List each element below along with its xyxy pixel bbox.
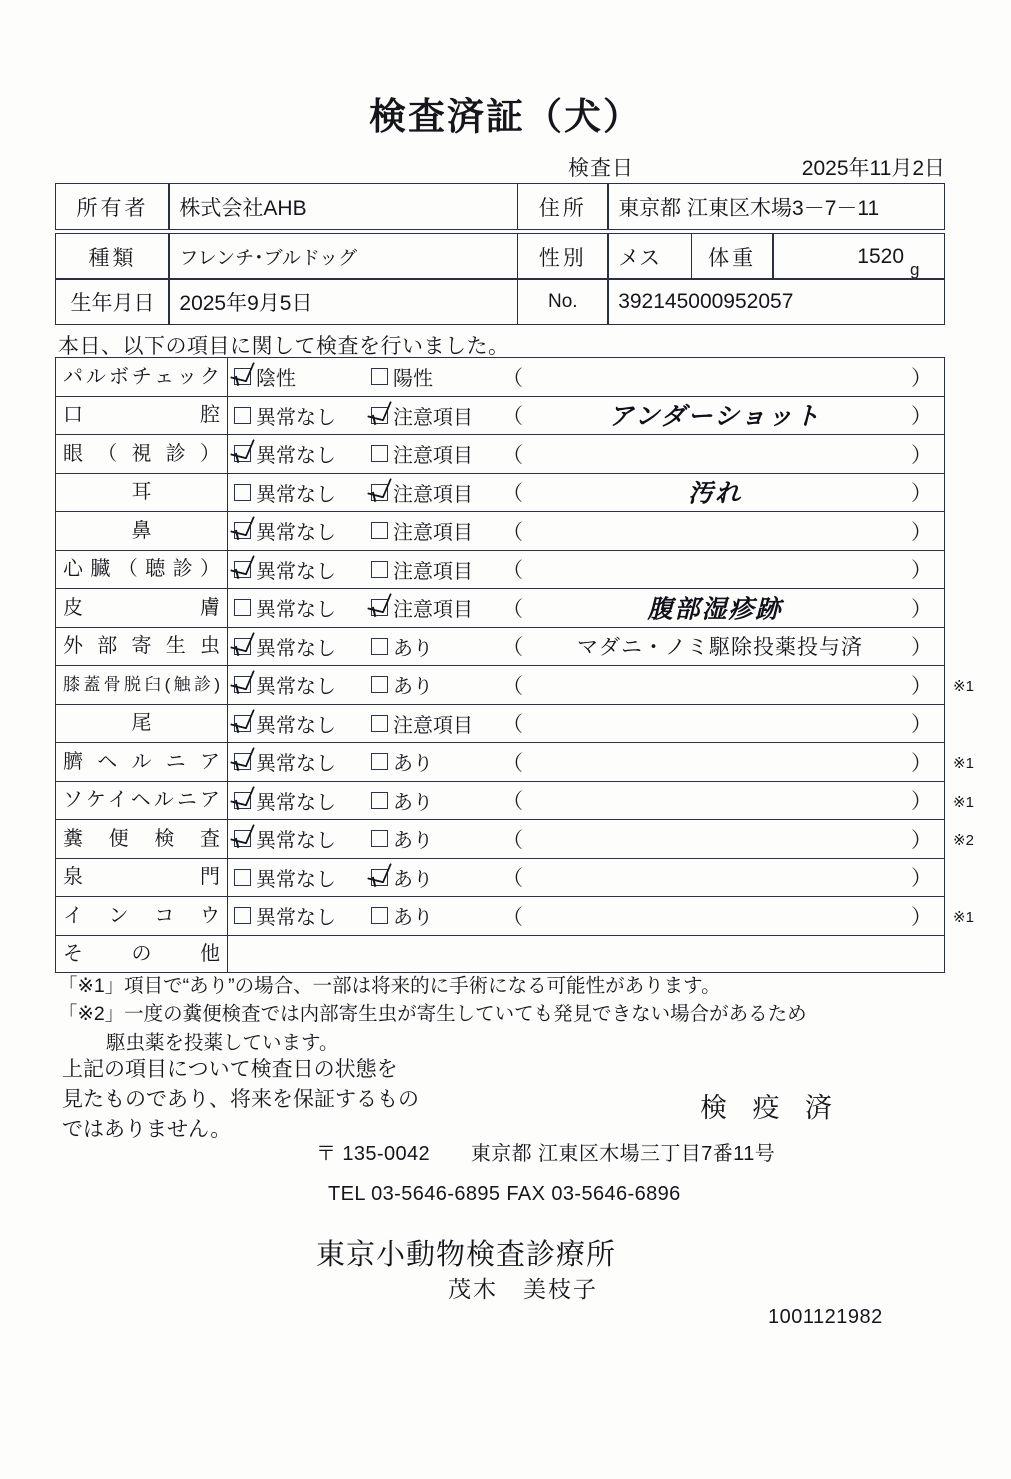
checkbox-option-2[interactable] (371, 358, 433, 396)
footnote-marker: ※1 (953, 678, 974, 695)
checkbox-icon[interactable] (234, 869, 251, 886)
checkbox-option-2-label: あり (393, 868, 433, 891)
checklist-row (55, 588, 945, 627)
checklist-row-label-text: 皮 膚 (63, 596, 220, 619)
checkbox-option-2[interactable] (371, 435, 473, 473)
checklist-row (55, 434, 945, 473)
checkbox-option-2-label: 注意項目 (393, 599, 473, 622)
checkbox-option-2[interactable] (371, 859, 433, 897)
checklist-row-label (56, 666, 228, 704)
checkbox-icon[interactable] (371, 715, 388, 732)
disclaimer-line-3: ではありません。 (62, 1117, 232, 1141)
checkbox-option-2[interactable] (371, 551, 473, 589)
checklist-row-label (56, 435, 228, 473)
checkbox-option-2-label: あり (393, 791, 433, 814)
checked-checkbox-icon[interactable] (371, 869, 388, 886)
disclaimer-line-2: 見たものであり、将来を保証するもの (62, 1087, 419, 1111)
clinic-postal-address: 〒 135-0042 東京都 江東区木場三丁目7番11号 (316, 1143, 776, 1165)
checkbox-option-1[interactable] (234, 628, 336, 666)
clinic-contact: TEL 03-5646-6895 FAX 03-5646-6896 (328, 1183, 681, 1205)
checkbox-option-1[interactable] (234, 589, 336, 627)
checkbox-option-2-label: あり (393, 637, 433, 660)
inspection-date-value: 2025年11月2日 (801, 157, 945, 180)
owner-address-label: 住所 (517, 183, 609, 230)
checklist-row-label (56, 628, 228, 666)
note-paren-left: （ (502, 597, 523, 621)
checkbox-option-1-label: 異常なし (256, 830, 336, 853)
checklist-row-label (56, 551, 228, 589)
checkbox-option-2[interactable] (371, 589, 473, 627)
checklist-row-label-text: 耳 (131, 481, 152, 504)
checked-checkbox-icon[interactable] (234, 753, 251, 770)
checkbox-option-2[interactable] (371, 628, 433, 666)
note-paren-left: （ (502, 751, 523, 775)
checkbox-option-2[interactable] (371, 743, 433, 781)
checkbox-option-1-label: 異常なし (256, 483, 336, 506)
checklist-row (55, 550, 945, 589)
footnote-2: 「※2」一度の糞便検査では内部寄生虫が寄生していても発見できない場合があるため (58, 1003, 807, 1026)
checkbox-option-1[interactable] (234, 666, 336, 704)
clinic-name: 東京小動物検査診療所 (316, 1239, 617, 1271)
checkbox-option-2[interactable] (371, 782, 433, 820)
checked-checkbox-icon[interactable] (234, 792, 251, 809)
checkbox-option-2[interactable] (371, 820, 433, 858)
checkbox-option-1-label: 異常なし (256, 676, 336, 699)
checklist-row-label (56, 820, 228, 858)
checklist-row-label (56, 474, 228, 512)
checkbox-icon[interactable] (234, 907, 251, 924)
inspection-date-bar (540, 152, 945, 180)
checkbox-option-2-label: 注意項目 (393, 522, 473, 545)
checkbox-icon[interactable] (371, 676, 388, 693)
checked-checkbox-icon[interactable] (234, 715, 251, 732)
checkbox-option-1[interactable] (234, 743, 336, 781)
birthdate-label: 生年月日 (55, 278, 170, 325)
note-paren-left: （ (502, 790, 523, 814)
footnotes (58, 972, 938, 1057)
checklist-row-label-text: 尾 (131, 712, 152, 735)
note-paren-right: ） (911, 443, 932, 467)
checklist-row-label-text: ソケイヘルニア (63, 789, 220, 812)
checkbox-option-1[interactable] (234, 820, 336, 858)
microchip-value: 392145000952057 (607, 278, 945, 325)
animal-table (55, 233, 945, 325)
checklist-row (55, 858, 945, 897)
checkbox-option-1-label: 陰性 (256, 368, 296, 391)
checklist-row-label (56, 397, 228, 435)
checked-checkbox-icon[interactable] (371, 599, 388, 616)
note-paren-right: ） (911, 828, 932, 852)
checkbox-option-1[interactable] (234, 551, 336, 589)
note-paren-left: （ (502, 828, 523, 852)
checked-checkbox-icon[interactable] (234, 676, 251, 693)
note-paren-right: ） (911, 405, 932, 429)
checkbox-option-1-label: 異常なし (256, 406, 336, 429)
checkbox-icon[interactable] (371, 638, 388, 655)
checkbox-icon[interactable] (234, 484, 251, 501)
checklist-row-label-text: 外部寄生虫 (63, 635, 220, 658)
owner-address-value: 東京都 江東区木場3－7－11 (607, 183, 945, 230)
owner-table (55, 183, 945, 230)
weight-label: 体重 (691, 233, 774, 280)
checkbox-icon[interactable] (371, 522, 388, 539)
checklist-row (55, 819, 945, 858)
checkbox-option-2[interactable] (371, 666, 433, 704)
note-paren-left: （ (502, 636, 523, 660)
checkbox-option-2-label: あり (393, 753, 433, 776)
checklist-row (55, 781, 945, 820)
checked-checkbox-icon[interactable] (234, 445, 251, 462)
note-paren-right: ） (911, 366, 932, 390)
checkbox-icon[interactable] (371, 907, 388, 924)
note-paren-left: （ (502, 905, 523, 929)
checkbox-option-1[interactable] (234, 435, 336, 473)
note-paren-right: ） (911, 905, 932, 929)
checkbox-option-1[interactable] (234, 705, 336, 743)
checklist-row-label-text: インコウ (63, 904, 220, 927)
checklist-row-label (56, 358, 228, 396)
checked-checkbox-icon[interactable] (234, 368, 251, 385)
printed-note: マダニ・ノミ駆除投薬投与済 (577, 636, 863, 660)
checkbox-option-1-label: 異常なし (256, 907, 336, 930)
weight-value: 1520 (772, 233, 945, 280)
checkbox-option-1-label: 異常なし (256, 599, 336, 622)
veterinarian-name: 茂木 美枝子 (448, 1276, 598, 1302)
checklist-row-label (56, 936, 228, 973)
checklist-row-label-text: 糞便検査 (63, 827, 220, 850)
owner-value: 株式会社AHB (168, 183, 518, 230)
footnote-marker: ※1 (953, 909, 974, 926)
checklist-row (55, 896, 945, 935)
checklist-row (55, 935, 945, 974)
handwritten-note: アンダーショット (608, 401, 822, 431)
footnote-marker: ※1 (953, 793, 974, 811)
checklist-row-label-text: 膝蓋骨脱臼(触診) (63, 675, 220, 695)
checkbox-option-2-label: 注意項目 (393, 406, 473, 429)
checkbox-option-1-label: 異常なし (256, 753, 336, 776)
checkbox-option-1[interactable] (234, 512, 336, 550)
checklist-row-label (56, 897, 228, 935)
footnote-marker: ※1 (953, 755, 974, 772)
checkbox-icon[interactable] (234, 407, 251, 424)
checkbox-option-2[interactable] (371, 512, 473, 550)
note-paren-right: ） (911, 713, 932, 737)
note-paren-right: ） (911, 867, 932, 891)
checkbox-option-2-label: あり (393, 830, 433, 853)
checklist-row (55, 511, 945, 550)
inspection-statement: 本日、以下の項目に関して検査を行いました。 (58, 335, 510, 358)
checklist-row (55, 742, 945, 781)
checklist-row (55, 665, 945, 704)
note-paren-left: （ (502, 520, 523, 544)
note-paren-left: （ (502, 482, 523, 506)
quarantine-stamp: 検 疫 済 (700, 1093, 842, 1123)
checkbox-option-1-label: 異常なし (256, 522, 336, 545)
checklist-row-label (56, 782, 228, 820)
checklist-row-label (56, 705, 228, 743)
birthdate-value: 2025年9月5日 (168, 278, 518, 325)
checklist-row-label-text: 眼（視診） (63, 442, 220, 465)
checklist-row-label-text: 臍ヘルニア (63, 750, 220, 773)
checklist-row-label-text: 泉 門 (63, 866, 220, 889)
checkbox-option-2-label: 陽性 (393, 368, 433, 391)
checkbox-option-2[interactable] (371, 474, 473, 512)
checkbox-option-2-label: あり (393, 676, 433, 699)
note-paren-left: （ (502, 674, 523, 698)
disclaimer-line-1: 上記の項目について検査日の状態を (62, 1058, 398, 1081)
microchip-label: No. (517, 278, 609, 325)
checklist-row-label-text: その他 (63, 942, 220, 965)
checkbox-option-1[interactable] (234, 897, 336, 935)
note-paren-right: ） (911, 520, 932, 544)
note-paren-right: ） (911, 790, 932, 814)
checkbox-icon[interactable] (234, 599, 251, 616)
checkbox-option-2-label: 注意項目 (393, 483, 473, 506)
checklist-row-label-text: 口 腔 (63, 404, 220, 427)
note-paren-left: （ (502, 559, 523, 583)
checkbox-option-2[interactable] (371, 397, 473, 435)
footnote-marker: ※2 (953, 832, 974, 849)
checkbox-option-1-label: 異常なし (256, 560, 336, 583)
note-paren-right: ） (911, 559, 932, 583)
checklist-row-label-text: 鼻 (131, 519, 152, 542)
checkbox-option-1-label: 異常なし (256, 637, 336, 660)
checkbox-icon[interactable] (371, 792, 388, 809)
checklist-row-label (56, 589, 228, 627)
checkbox-option-1[interactable] (234, 474, 336, 512)
inspection-date-label: 検査日 (568, 157, 634, 180)
note-paren-right: ） (911, 636, 932, 660)
checkbox-option-2-label: あり (393, 907, 433, 930)
checkbox-option-1[interactable] (234, 782, 336, 820)
checked-checkbox-icon[interactable] (234, 561, 251, 578)
note-paren-left: （ (502, 443, 523, 467)
checked-checkbox-icon[interactable] (234, 830, 251, 847)
footnote-3: 駆虫薬を投薬しています。 (106, 1031, 339, 1054)
document-number: 1001121982 (768, 1306, 883, 1328)
checklist-row-label (56, 512, 228, 550)
breed-label: 種類 (55, 233, 170, 280)
checkbox-option-1-label: 異常なし (256, 868, 336, 891)
note-paren-left: （ (502, 867, 523, 891)
note-paren-left: （ (502, 713, 523, 737)
note-paren-left: （ (502, 405, 523, 429)
owner-label: 所有者 (55, 183, 170, 230)
footnote-1: 「※1」項目で“あり”の場合、一部は将来的に手術になる可能性があります。 (58, 975, 721, 997)
checkbox-option-1[interactable] (234, 859, 336, 897)
checklist-row-label-text: パルボチェック (63, 365, 220, 388)
note-paren-right: ） (911, 482, 932, 506)
checklist-row (55, 473, 945, 512)
note-paren-right: ） (911, 751, 932, 775)
note-paren-right: ） (911, 674, 932, 698)
sex-label: 性別 (517, 233, 609, 280)
checkbox-option-1[interactable] (234, 358, 296, 396)
disclaimer (62, 1055, 492, 1144)
checkbox-icon[interactable] (371, 830, 388, 847)
sex-value: メス (607, 233, 692, 280)
checklist-row (55, 357, 945, 396)
checklist-row-label (56, 743, 228, 781)
checked-checkbox-icon[interactable] (234, 638, 251, 655)
checkbox-icon[interactable] (371, 445, 388, 462)
checklist-row (55, 396, 945, 435)
checkbox-option-1-label: 異常なし (256, 791, 336, 814)
checkbox-option-1[interactable] (234, 397, 336, 435)
checklist-row (55, 627, 945, 666)
checklist-row-label (56, 859, 228, 897)
weight-unit: g (910, 260, 920, 279)
checklist-row-label-text: 心臓（聴診） (63, 558, 220, 581)
checked-checkbox-icon[interactable] (371, 407, 388, 424)
checkbox-option-1-label: 異常なし (256, 445, 336, 468)
checkbox-icon[interactable] (371, 368, 388, 385)
checkbox-option-2-label: 注意項目 (393, 445, 473, 468)
checkbox-option-2[interactable] (371, 705, 473, 743)
inspection-checklist-table (55, 357, 974, 975)
checkbox-option-1-label: 異常なし (256, 714, 336, 737)
checkbox-option-2-label: 注意項目 (393, 714, 473, 737)
handwritten-note: 腹部湿疹跡 (647, 594, 783, 624)
checked-checkbox-icon[interactable] (371, 484, 388, 501)
checked-checkbox-icon[interactable] (234, 522, 251, 539)
checkbox-option-2[interactable] (371, 897, 433, 935)
checkbox-icon[interactable] (371, 561, 388, 578)
checkbox-option-2-label: 注意項目 (393, 560, 473, 583)
breed-value: フレンチ･ブルドッグ (168, 233, 518, 280)
checkbox-icon[interactable] (371, 753, 388, 770)
note-paren-left: （ (502, 366, 523, 390)
checklist-row (55, 704, 945, 743)
note-paren-right: ） (911, 597, 932, 621)
page-title: 検査済証（犬） (369, 96, 642, 137)
handwritten-note: 汚れ (687, 478, 742, 508)
